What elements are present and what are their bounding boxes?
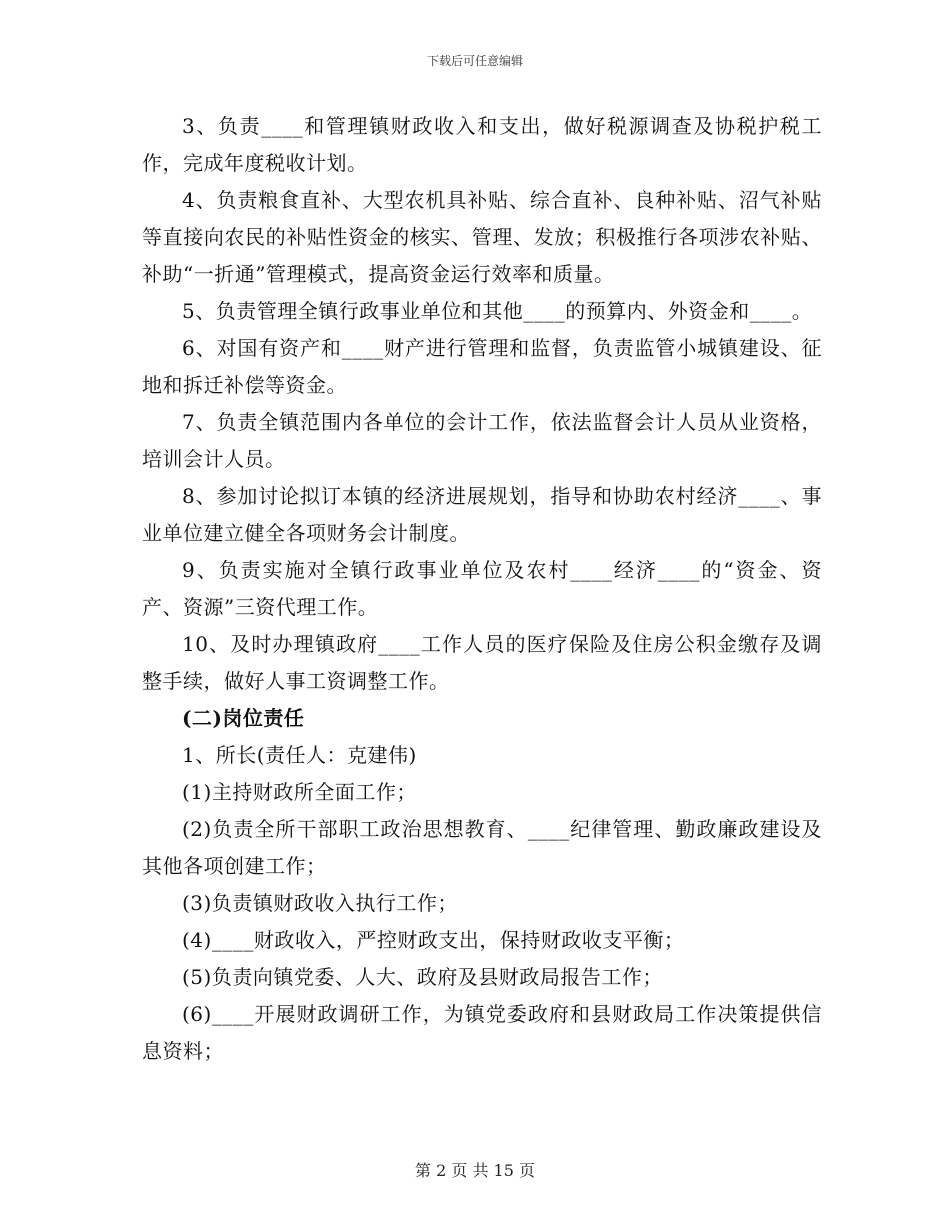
paragraph: 6、对国有资产和____财产进行管理和监督，负责监管小城镇建设、征地和拆迁补偿等资金。: [142, 336, 822, 397]
paragraph: 10、及时办理镇政府____工作人员的医疗保险及住房公积金缴存及调整手续，做好人事工资调整工作。: [142, 632, 822, 693]
paragraph: (4)____财政收入，严控财政支出，保持财政收支平衡；: [182, 928, 685, 952]
paragraph: (2)负责全所干部职工政治思想教育、____纪律管理、勤政廉政建设及其他各项创建工作；: [142, 817, 822, 878]
paragraph: 7、负责全镇范围内各单位的会计工作，依法监督会计人员从业资格，培训会计人员。: [142, 410, 822, 471]
page-header: 下载后可任意编辑: [426, 54, 523, 68]
paragraph: 9、负责实施对全镇行政事业单位及农村____经济____的“资金、资产、资源”三资代理工作。: [142, 558, 822, 619]
page-footer: 第 2 页 共 15 页: [415, 1161, 535, 1180]
paragraph: (6)____开展财政调研工作，为镇党委政府和县财政局工作决策提供信息资料；: [142, 1002, 822, 1063]
paragraph: 8、参加讨论拟订本镇的经济进展规划，指导和协助农村经济____、事业单位建立健全各项财务会计制度。: [142, 484, 822, 545]
paragraph: (1)主持财政所全面工作；: [182, 780, 417, 804]
paragraph: (3)负责镇财政收入执行工作；: [182, 891, 458, 915]
paragraph: 5、负责管理全镇行政事业单位和其他____的预算内、外资金和____。: [182, 299, 813, 323]
paragraph: (5)负责向镇党委、人大、政府及县财政局报告工作；: [182, 965, 663, 989]
paragraph: 3、负责____和管理镇财政收入和支出，做好税源调查及协税护税工作，完成年度税收计划。: [142, 114, 822, 175]
page-content: [142, 108, 822, 1070]
paragraph: 1、所长(责任人：克建伟): [182, 743, 417, 767]
section-heading: (二)岗位责任: [182, 706, 305, 730]
paragraph: 4、负责粮食直补、大型农机具补贴、综合直补、良种补贴、沼气补贴等直接向农民的补贴性资金的核实、管理、发放；积极推行各项涉农补贴、补助“一折通”管理模式，提高资金运行效率和质量。: [142, 188, 822, 286]
